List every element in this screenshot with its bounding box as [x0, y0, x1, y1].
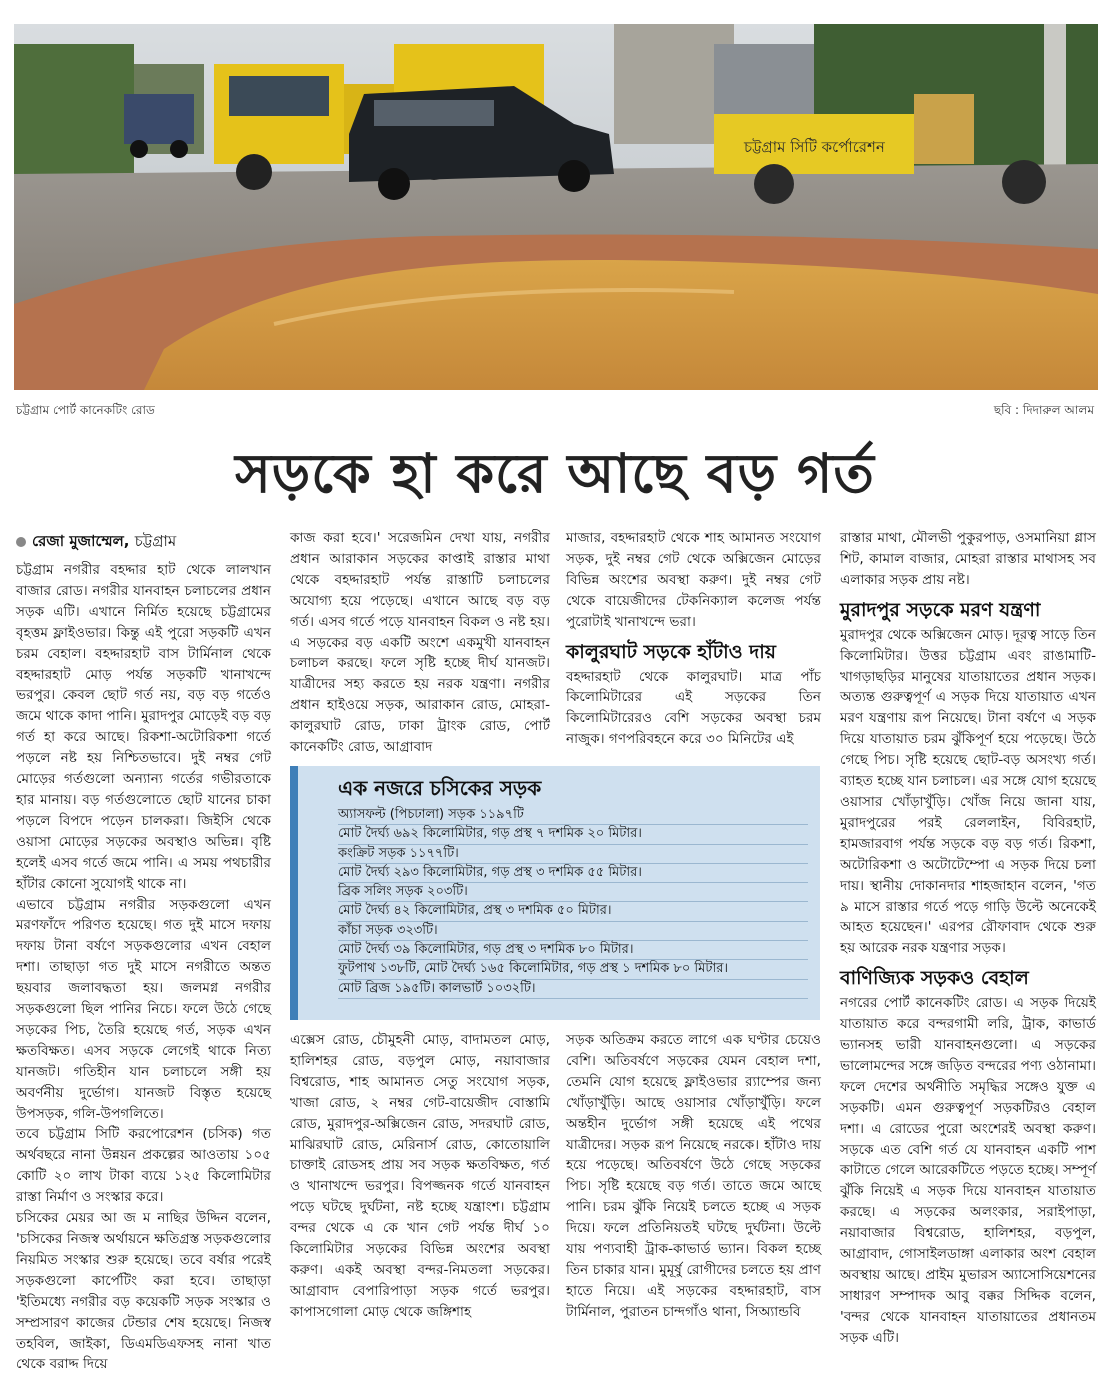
- paragraph: রাস্তার মাথা, মৌলভী পুকুরপাড়, ওসমানিয়া গ্লাস শিট, কামাল বাজার, মোহরা রাস্তার মাথাসহ সব এলাকার সড়ক প্রায় নষ্ট।: [840, 530, 1096, 588]
- paragraph: কাজ করা হবে।' সরেজমিন দেখা যায়, নগরীর প্রধান আরাকান সড়কের কাপ্তাই রাস্তার মাথা থেকে বহদ্দারহাট পর্যন্ত রাস্তাটি চলাচলের অযোগ্য হয়ে পড়েছে। এখানে আছে বড় বড় গর্ত। এসব গর্তে পড়ে যানবাহন বিকল ও নষ্ট হয়। এ সড়কের বড় একটি অংশে একমুখী যানবাহন চলাচল করছে। ফলে সৃষ্টি হচ্ছে দীর্ঘ যানজট। যাত্রীদের সহ্য করতে হয় নরক যন্ত্রণা। নগরীর প্রধান হাইওয়ে সড়ক, আরাকান রোড, মোহরা-কালুরঘাট রোড, ঢাকা ট্রাংক রোড, পোর্ট কানেকটিং রোড, আগ্রাবাদ: [290, 530, 550, 756]
- info-line: অ্যাসফল্ট (পিচঢালা) সড়ক ১১৯৭টি: [338, 806, 808, 825]
- photo-caption: চট্টগ্রাম পোর্ট কানেকটিং রোড: [16, 403, 155, 417]
- byline: [16, 530, 271, 552]
- info-line: মোট দৈর্ঘ্য ৬৯২ কিলোমিটার, গড় প্রস্থ ৭ দশমিক ২০ মিটার।: [338, 825, 808, 844]
- truck-label: চট্টগ্রাম সিটি কর্পোরেশন: [744, 138, 885, 156]
- info-line: ব্রিক সলিং সড়ক ২০৩টি।: [338, 883, 808, 902]
- column-3-top: [566, 528, 821, 760]
- info-line: মোট দৈর্ঘ্য ৪২ কিলোমিটার, প্রস্থ ৩ দশমিক ৫০ মিটার।: [338, 902, 808, 921]
- subheading-kalurghat: কালুরঘাট সড়কে হাঁটাও দায়: [566, 640, 776, 663]
- column-1: [16, 530, 271, 1373]
- paragraph: মাজার, বহদ্দারহাট থেকে শাহ আমানত সংযোগ সড়ক, দুই নম্বর গেট থেকে অক্সিজেন মোড়ের বিভিন্ন অংশের অবস্থা করুণ। দুই নম্বর গেট থেকে বায়েজীদের টেকনিক্যাল কলেজ পর্যন্ত পুরোটাই খানাখন্দে ভরা।: [566, 530, 821, 630]
- info-box-title: এক নজরে চসিকের সড়ক: [338, 776, 542, 800]
- photo-credit: ছবি : দিদারুল আলম: [993, 403, 1094, 417]
- info-line: মোট ব্রিজ ১৯৫টি। কালভার্ট ১০৩২টি।: [338, 980, 808, 999]
- paragraph: সড়ক অতিক্রম করতে লাগে এক ঘণ্টার চেয়েও বেশি। অতিবর্ষণে সড়কের যেমন বেহাল দশা, তেমনি যোগ হয়েছে ফ্লাইওভার র‍্যাম্পের জন্য খোঁড়াখুঁড়ি। আছে ওয়াসার খোঁড়াখুঁড়ি। ফলে অন্তহীন দুর্ভোগ সঙ্গী হয়েছে এই পথের যাত্রীদের। সড়ক রূপ নিয়েছে নরকে। হাঁটাও দায় হয়ে পড়েছে। অতিবর্ষণে উঠে গেছে সড়কের পিচ। সৃষ্টি হয়েছে বড় গর্ত। তাতে জমে আছে পানি। চরম ঝুঁকি নিয়েই চলতে হচ্ছে এ সড়ক দিয়ে। ফলে প্রতিনিয়তই ঘটছে দুর্ঘটনা। উল্টে যায় পণ্যবাহী ট্রাক-কাভার্ড ভ্যান। বিকল হচ্ছে তিন চাকার যান। মুমূর্ষু রোগীদের চলতে হয় প্রাণ হাতে নিয়ে। এই সড়কের বহদ্দারহাট, বাস টার্মিনাল, পুরাতন চান্দগাঁও থানা, সিঅ্যান্ডবি: [566, 1032, 821, 1320]
- column-3-bottom: [566, 1030, 821, 1330]
- column-4: [840, 528, 1096, 1346]
- paragraph: তবে চট্টগ্রাম সিটি করপোরেশন (চসিক) গত অর্থবছরে নানা উন্নয়ন প্রকল্পের আওতায় ১০৫ কোটি ২০ লাখ টাকা ব্যয়ে ১২৫ কিলোমিটার রাস্তা নির্মাণ ও সংস্কার করে।: [16, 1126, 271, 1206]
- info-box: [290, 766, 820, 1020]
- column-2-top: [290, 528, 550, 760]
- paragraph: বহদ্দারহাট থেকে কালুরঘাট। মাত্র পাঁচ কিলোমিটারের এই সড়কের তিন কিলোমিটারেরও বেশি সড়কের অবস্থা চরম নাজুক। গণপরিবহনে করে ৩০ মিনিটের এই: [566, 668, 821, 748]
- info-line: মোট দৈর্ঘ্য ২৯৩ কিলোমিটার, গড় প্রস্থ ৩ দশমিক ৫৫ মিটার।: [338, 864, 808, 883]
- subheading-muradpur: মুরাদপুর সড়কে মরণ যন্ত্রণা: [840, 598, 1041, 621]
- byline-author: রেজা মুজাম্মেল,: [32, 532, 130, 550]
- info-line: কাঁচা সড়ক ৩২৩টি।: [338, 922, 808, 941]
- subheading-commercial-road: বাণিজ্যিক সড়কও বেহাল: [840, 967, 1029, 990]
- paragraph: মুরাদপুর থেকে অক্সিজেন মোড়। দূরত্ব সাড়ে তিন কিলোমিটার। উত্তর চট্টগ্রাম এবং রাঙামাটি-খাগড়াছড়ির মানুষের যাতায়াতের প্রধান সড়ক। অত্যন্ত গুরুত্বপূর্ণ এ সড়ক দিয়ে যাতায়াত এখন মরণ যন্ত্রণায় রূপ নিয়েছে। টানা বর্ষণে এ সড়ক দিয়ে যাতায়াত চরম ঝুঁকিপূর্ণ হয়ে পড়েছে। উঠে গেছে পিচ। সৃষ্টি হয়েছে ছোট-বড় অসংখ্য গর্ত। ব্যাহত হচ্ছে যান চলাচল। এর সঙ্গে যোগ হয়েছে ওয়াসার খোঁড়াখুঁড়ি। খোঁজ নিয়ে জানা যায়, মুরাদপুরের পরই রেললাইন, বিবিরহাট, হামজারবাগ পর্যন্ত সড়কে বড় বড় গর্ত। রিকশা, অটোরিকশা ও অটোটেম্পো এ সড়ক দিয়ে চলা দায়। স্থানীয় দোকানদার শাহজাহান বলেন, 'গত ৯ মাসে রাস্তার গর্তে পড়ে গাড়ি উল্টে অনেকেই আহত হয়েছেন।' এরপর রৌফাবাদ থেকে শুরু হয় আরেক নরক যন্ত্রণার সড়ক।: [840, 626, 1096, 957]
- paragraph: নগরের পোর্ট কানেকটিং রোড। এ সড়ক দিয়েই যাতায়াত করে বন্দরগামী লরি, ট্রাক, কাভার্ড ভ্যানসহ ভারী যানবাহনগুলো। এ সড়কের ভালোমন্দের সঙ্গে জড়িত বন্দরের পণ্য ওঠানামা। ফলে দেশের অর্থনীতি সমৃদ্ধির সঙ্গেও যুক্ত এ সড়কটি। এমন গুরুত্বপূর্ণ সড়কটিরও বেহাল দশা। এ রোডের পুরো অংশেরই অবস্থা করুণ। সড়কে এত বেশি গর্ত যে যানবাহন একটি পাশ কাটাতে গেলে আরেকটিতে পড়তে হচ্ছে। সম্পূর্ণ ঝুঁকি নিয়েই এ সড়ক দিয়ে যানবাহন যাতায়াত করছে। এ সড়কের অলংকার, সরাইপাড়া, নয়াবাজার বিশ্বরোড, হালিশহর, বড়পুল, আগ্রাবাদ, গোসাইলডাঙ্গা এলাকার অংশ বেহাল অবস্থায় আছে। প্রাইম মুভারস অ্যাসোসিয়েশনের সাধারণ সম্পাদক আবু বক্কর সিদ্দিক বলেন, 'বন্দর থেকে যানবাহন যাতায়াতের প্রধানতম সড়ক এটি।: [840, 995, 1096, 1346]
- bullet-icon: [16, 537, 26, 547]
- paragraph: চট্টগ্রাম নগরীর বহদ্দার হাট থেকে লালখান বাজার রোড। নগরীর যানবাহন চলাচলের প্রধান সড়ক এটি। এখানে নির্মিত হয়েছে চট্টগ্রামের বৃহত্তম ফ্লাইওভার। কিন্তু এই পুরো সড়কটি এখন চরম বেহাল। বহদ্দারহাট বাস টার্মিনাল থেকে বহদ্দারহাট মোড় পর্যন্ত সড়কটি খানাখন্দে ভরপুর। কেবল ছোট গর্ত নয়, বড় বড় গর্তেও জমে থাকে কাদা পানি। মুরাদপুর মোড়েই বড় বড় গর্ত হা করে আছে। রিকশা-অটোরিকশা গর্তে পড়লে নষ্ট হয় নিশ্চিতভাবে। দুই নম্বর গেট মোড়ের গর্তগুলো অন্যান্য গর্তের গভীরতাকে হার মানায়। বড় গর্তগুলোতে ছোট যানের চাকা পড়লে বিপদে পড়েন চালকরা। জিইসি থেকে ওয়াসা মোড়ের সড়কের অবস্থাও অভিন্ন। বৃষ্টি হলেই এসব গর্তে জমে পানি। এ সময় পথচারীর হাঁটার কোনো সুযোগই থাকে না।: [16, 562, 271, 892]
- info-line: ফুটপাথ ১৩৮টি, মোট দৈর্ঘ্য ১৬৫ কিলোমিটার, গড় প্রস্থ ১ দশমিক ৮০ মিটার।: [338, 960, 808, 979]
- info-line: মোট দৈর্ঘ্য ৩৯ কিলোমিটার, গড় প্রস্থ ৩ দশমিক ৮০ মিটার।: [338, 941, 808, 960]
- paragraph: চসিকের মেয়র আ জ ম নাছির উদ্দিন বলেন, 'চসিকের নিজস্ব অর্থায়নে ক্ষতিগ্রস্ত সড়কগুলোর নিয়মিত সংস্কার শুরু হয়েছে। তবে বর্ষার পরেই সড়কগুলো কার্পেটিং করা হবে। তাছাড়া 'ইতিমধ্যে নগরীর বড় কয়েকটি সড়ক সংস্কার ও সম্প্রসারণ কাজের টেন্ডার শেষ হয়েছে। নিজস্ব তহবিল, জাইকা, ডিএমডিএফসহ নানা খাত থেকে বরাদ্দ দিয়ে: [16, 1210, 271, 1373]
- news-photo: [14, 24, 1098, 390]
- paragraph: এভাবে চট্টগ্রাম নগরীর সড়কগুলো এখন মরণফাঁদে পরিণত হয়েছে। গত দুই মাসে দফায় দফায় টানা বর্ষণে সড়কগুলোর এখন বেহাল দশা। তাছাড়া গত দুই মাসে নগরীতে অন্তত ছয়বার জলাবদ্ধতা হয়। জলমগ্ন নগরীর সড়কগুলো ছিল পানির নিচে। ফলে উঠে গেছে সড়কের পিচ, তৈরি হয়েছে গর্ত, সড়ক এখন ক্ষতবিক্ষত। এসব সড়কে লেগেই থাকে নিত্য যানজট। গতিহীন যান চলাচলে সঙ্গী হয় অবর্ণনীয় দুর্ভোগ। যানজট বিস্তৃত হয়েছে উপসড়ক, গলি-উপগলিতে।: [16, 896, 271, 1122]
- road-pothole-illustration: [14, 24, 1098, 390]
- headline: সড়কে হা করে আছে বড় গর্ত: [235, 442, 875, 505]
- info-line: কংক্রিট সড়ক ১১৭৭টি।: [338, 845, 808, 864]
- paragraph: এক্সেস রোড, চৌমুহনী মোড়, বাদামতল মোড়, হালিশহর রোড, বড়পুল মোড়, নয়াবাজার বিশ্বরোড, শাহ আমানত সেতু সংযোগ সড়ক, খাজা রোড, ২ নম্বর গেট-বায়েজীদ বোস্তামি রোড, মুরাদপুর-অক্সিজেন রোড, সদরঘাট রোড, মাঝিরঘাট রোড, মেরিনার্স রোড, কোতোয়ালি চাক্তাই রোডসহ প্রায় সব সড়ক ক্ষতবিক্ষত, গর্ত ও খানাখন্দে ভরপুর। বিপজ্জনক গর্তে যানবাহন পড়ে ঘটছে দুর্ঘটনা, নষ্ট হচ্ছে যন্ত্রাংশ। চট্টগ্রাম বন্দর থেকে এ কে খান গেট পর্যন্ত দীর্ঘ ১০ কিলোমিটার সড়কের বিভিন্ন অংশের অবস্থা করুণ। একই অবস্থা বন্দর-নিমতলা সড়কের। আগ্রাবাদ বেপারিপাড়া সড়ক গর্তে ভরপুর। কাপাসগোলা মোড় থেকে জঙ্গিশাহ: [290, 1032, 550, 1320]
- byline-location: চট্টগ্রাম: [134, 532, 177, 550]
- column-2-bottom: [290, 1030, 550, 1330]
